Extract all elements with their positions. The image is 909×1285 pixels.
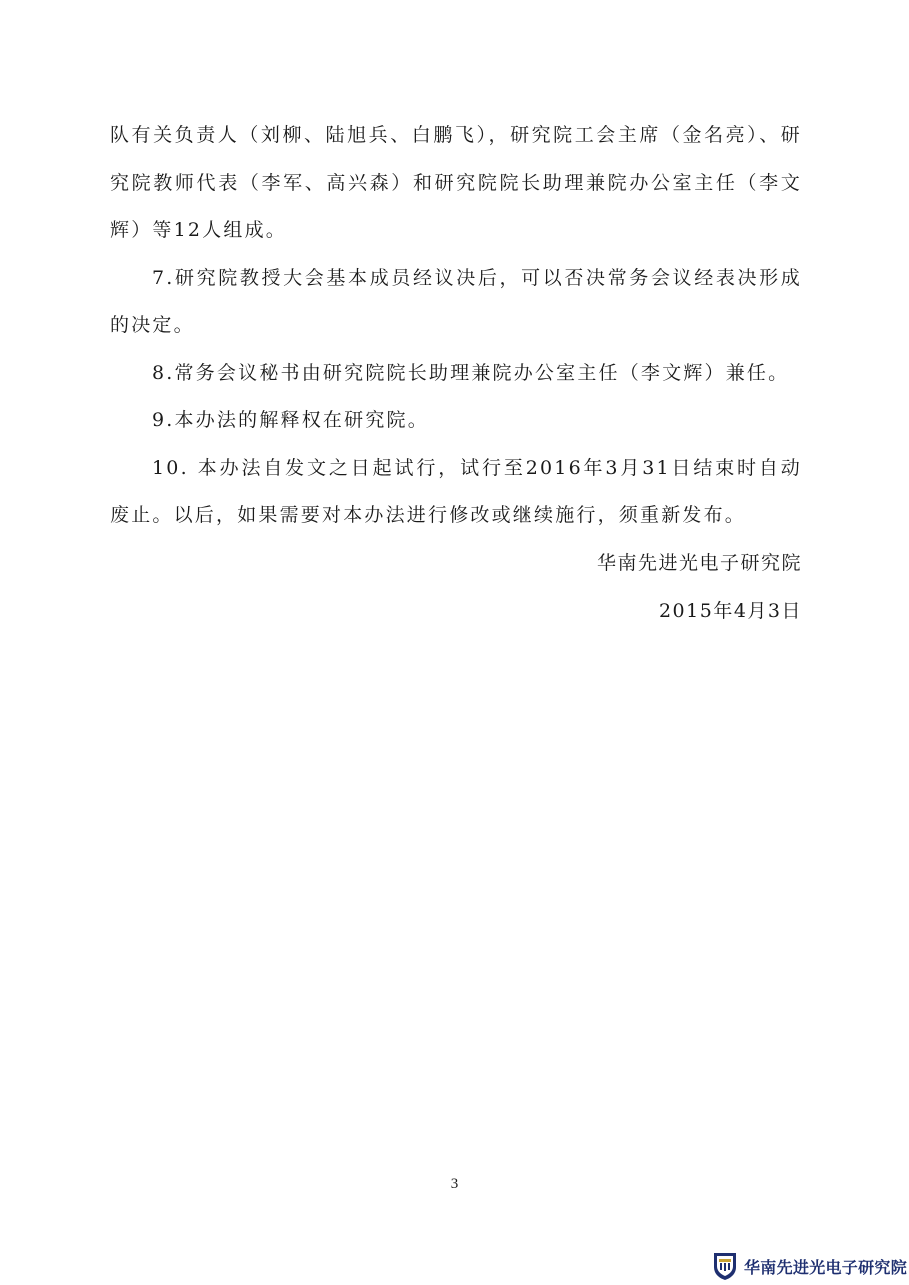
paragraph-item-8: 8.常务会议秘书由研究院院长助理兼院办公室主任（李文辉）兼任。	[152, 361, 790, 384]
institute-watermark	[712, 1250, 907, 1282]
paragraph-committee-members: 队有关负责人（刘柳、陆旭兵、白鹏飞），研究院工会主席（金名亮）、研究院教师代表（李军、高兴森）和研究院院长助理兼院办公室主任（李文辉）等12人组成。	[110, 124, 802, 241]
page-number: 3	[450, 1176, 459, 1192]
signature-date: 2015年4月3日	[658, 600, 802, 622]
paragraph-item-10: 10. 本办法自发文之日起试行，试行至2016年3月31日结束时自动废止。以后，如果需要对本办法进行修改或继续施行，须重新发布。	[110, 456, 802, 526]
signature-organization: 华南先进光电子研究院	[596, 552, 802, 574]
document-body	[110, 112, 802, 540]
paragraph-item-7: 7.研究院教授大会基本成员经议决后，可以否决常务会议经表决形成的决定。	[110, 266, 802, 336]
paragraph-item-9: 9.本办法的解释权在研究院。	[152, 409, 429, 431]
watermark-text: 华南先进光电子研究院	[744, 1257, 908, 1277]
institute-logo-icon	[712, 1251, 738, 1281]
